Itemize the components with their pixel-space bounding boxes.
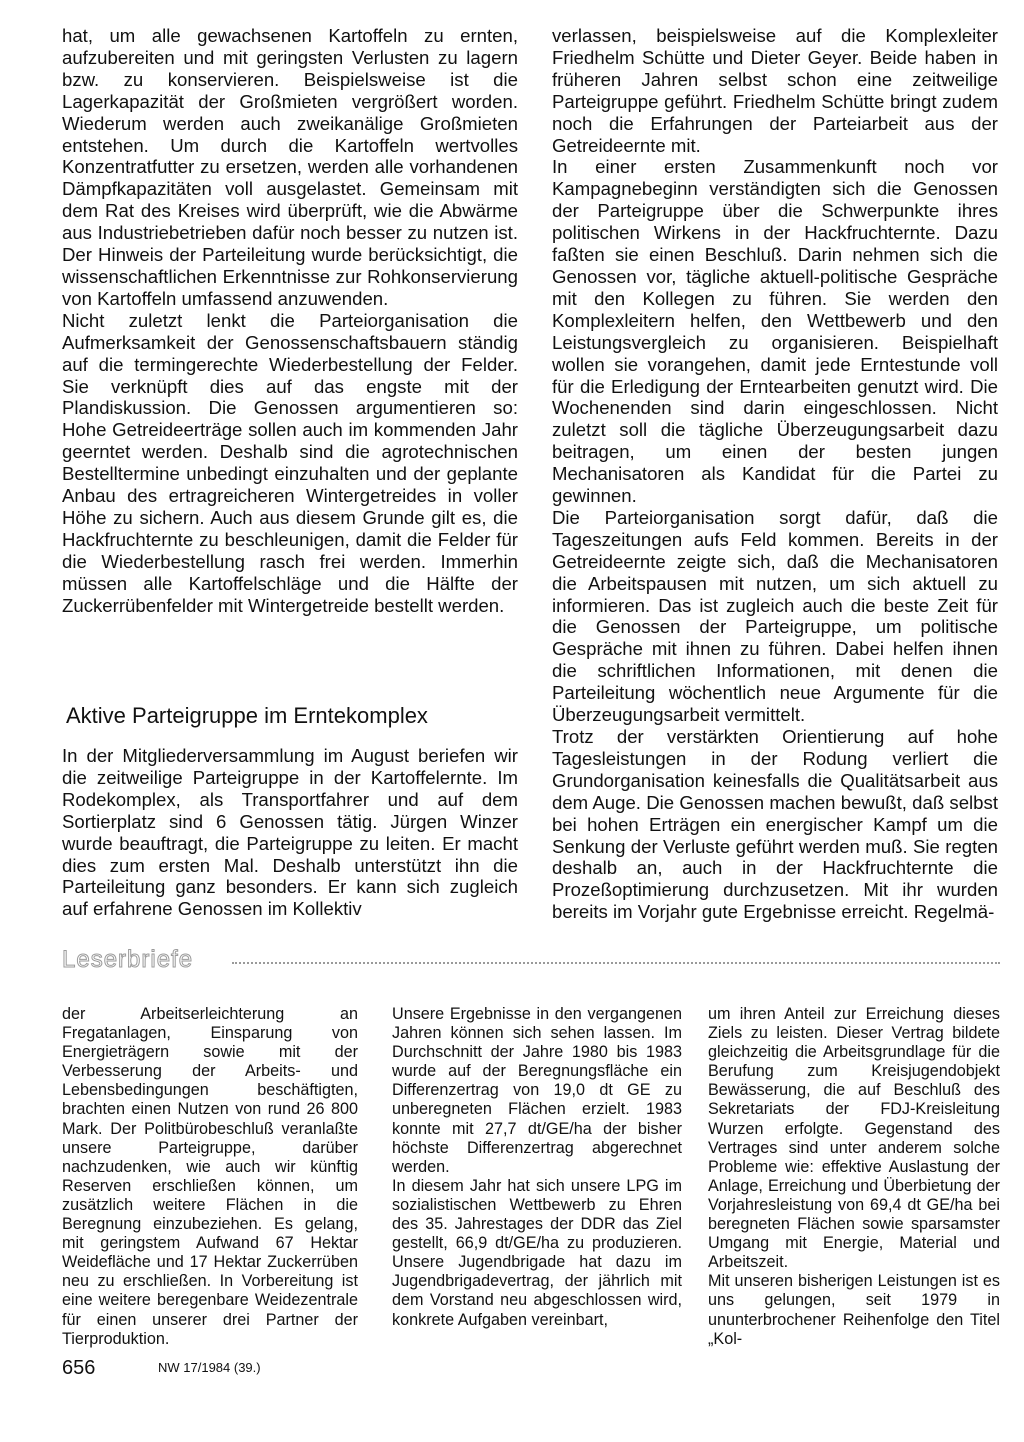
- paragraph: der Arbeitserleichterung an Fregatanlagen, Einsparung von Energieträgern sowie mit der Verbesserung der Arbeits- und Lebensbedingungen beschäftigten, brachten einen Nutzen von rund 26 800 Mark. Der Politbürobeschluß veranlaßte unsere Parteigruppe, darüber nachzudenken, wie auch wir künftig Reserven erschließen können, um zusätzlich weitere Flächen in die Beregnung einzubeziehen. Es gelang, mit geringstem Aufwand 67 Hektar Weidefläche und 17 Hektar Zuckerrüben neu zu erschließen. In Vorbereitung ist eine weitere beregenbare Weidezentrale für einen unserer drei Partner der Tierproduktion.: [62, 1005, 358, 1348]
- article-column-top-right: [552, 25, 998, 923]
- letter-column-1: [62, 1005, 358, 1349]
- section-divider: [232, 962, 1000, 964]
- letter-column-3: [708, 1005, 1000, 1349]
- paragraph: Die Parteiorganisation sorgt dafür, daß die Tageszeitungen aufs Feld kommen. Bereits in der Getreideernte zeigte sich, daß die Mechanisatoren die Arbeitspausen mit nutzen, um sich aktuell zu informieren. Das ist zugleich auch die beste Zeit für die Genossen der Parteigruppe, um politische Gespräche mit ihnen zu führen. Dabei helfen ihnen die schriftlichen Informationen, mit denen die Parteileitung wöchentlich neue Argumente für die Überzeugungsarbeit vermittelt.: [552, 506, 998, 726]
- paragraph: In der Mitgliederversammlung im August beriefen wir die zeitweilige Parteigruppe in der Kartoffelernte. Im Rodekomplex, als Transportfahrer und auf dem Sortierplatz sind 6 Genossen tätig. Jürgen Winzer wurde beauftragt, die Parteigruppe zu leiten. Er macht dies zum ersten Mal. Deshalb unterstützt ihn die Parteileitung ganz besonders. Er kann sich zugleich auf erfahrene Genossen im Kollektiv: [62, 745, 518, 920]
- section-heading: Aktive Parteigruppe im Erntekomplex: [66, 703, 428, 728]
- letter-column-2: [392, 1005, 682, 1330]
- article-column-after-heading: [62, 745, 518, 920]
- paragraph: Unsere Ergebnisse in den vergangenen Jahren können sich sehen lassen. Im Durchschnitt der Jahre 1980 bis 1983 wurde auf der Beregnungsfläche ein Differenzertrag von 19,0 dt GE zu unberegneten Flächen erzielt. 1983 konnte mit 27,7 dt/GE/ha der bisher höchste Differenzertrag abgerechnet werden.: [392, 1005, 682, 1176]
- paragraph: Mit unseren bisherigen Leistungen ist es uns gelungen, seit 1979 in ununterbrochener Reihenfolge den Titel „Kol-: [708, 1272, 1000, 1348]
- page-number: 656: [62, 1357, 96, 1379]
- paragraph: In diesem Jahr hat sich unsere LPG im sozialistischen Wettbewerb zu Ehren des 35. Jahrestages der DDR das Ziel gestellt, 66,9 dt/GE/ha zu produzieren. Unsere Jugendbrigade hat dazu im Jugendbrigadevertrag, der jährlich mit dem Vorstand neu abgeschlossen wird, konkrete Aufgaben vereinbart,: [392, 1176, 682, 1329]
- section-banner: [62, 946, 1000, 976]
- paragraph: um ihren Anteil zur Erreichung dieses Ziels zu leisten. Dieser Vertrag bildete gleichzeitig die Arbeitsgrundlage für die Berufung zum Kreisjugendobjekt Bewässerung, die auf Beschluß des Sekretariats der FDJ-Kreisleitung Wurzen erfolgte. Gegenstand des Vertrages sind unter anderem solche Probleme wie: effektive Auslastung der Anlage, Erreichung und Überbietung der Vorjahresleistung von 69,4 dt GE/ha bei beregneten Flächen sowie sparsamster Umgang mit Energie, Material und Arbeitszeit.: [708, 1005, 1000, 1272]
- paragraph: hat, um alle gewachsenen Kartoffeln zu ernten, aufzubereiten und mit geringsten Verlusten zu lagern bzw. zu konservieren. Beispielsweise ist die Lagerkapazität der Großmieten vergrößert worden. Wiederum werden auch zweikanälige Großmieten entstehen. Um durch die Kartoffeln wertvolles Konzentratfutter zu ersetzen, werden alle vorhandenen Dämpfkapazitäten voll ausgelastet. Gemeinsam mit dem Rat des Kreises wird überprüft, wie die Abwärme aus Industriebetrieben dafür noch besser zu nutzen ist. Der Hinweis der Parteileitung wurde berücksichtigt, die wissenschaftlichen Erkenntnisse zur Rohkonservierung von Kartoffeln umfassend anzuwenden.: [62, 25, 518, 309]
- paragraph: verlassen, beispielsweise auf die Komplexleiter Friedhelm Schütte und Dieter Geyer. Beide haben in früheren Jahren selbst schon eine zeitweilige Parteigruppe geführt. Friedhelm Schütte bringt zudem noch die Erfahrungen der Parteiarbeit aus der Getreideernte mit.: [552, 25, 998, 156]
- issue-reference: NW 17/1984 (39.): [158, 1360, 261, 1375]
- paragraph: Nicht zuletzt lenkt die Parteiorganisation die Aufmerksamkeit der Genossenschaftsbauern ständig auf die termingerechte Wiederbestellung der Felder. Sie verknüpft dies auf das engste mit der Plandiskussion. Die Genossen argumentieren so: Hohe Getreideerträge sollen auch im kommenden Jahr geerntet werden. Deshalb sind die agrotechnischen Bestelltermine unbedingt einzuhalten und der geplante Anbau des ertragreicheren Wintergetreides in voller Höhe zu sichern. Auch aus diesem Grunde gilt es, die Hackfruchternte zu beschleunigen, damit die Felder für die Wiederbestellung rasch frei werden. Immerhin müssen alle Kartoffelschläge und die Hälfte der Zuckerrübenfelder mit Wintergetreide bestellt werden.: [62, 309, 518, 616]
- paragraph: In einer ersten Zusammenkunft noch vor Kampagnebeginn verständigten sich die Genossen der Parteigruppe über die Schwerpunkte ihres politischen Wirkens in der Hackfruchternte. Dazu faßten sie einen Beschluß. Darin nehmen sich die Genossen vor, tägliche aktuell-politische Gespräche mit den Kollegen zu führen. Sie werden den Komplexleitern helfen, den Wettbewerb und den Leistungsvergleich zu organisieren. Beispielhaft wollen sie vorangehen, damit jede Erntestunde voll für die Erledigung der Erntearbeiten genutzt wird. Die Wochenenden sind darin eingeschlossen. Nicht zuletzt soll die tägliche Überzeugungsarbeit dazu beitragen, um einen der besten jungen Mechanisatoren als Kandidat für die Partei zu gewinnen.: [552, 156, 998, 507]
- section-label: Leserbriefe: [62, 946, 194, 973]
- article-column-top-left: [62, 25, 518, 616]
- paragraph: Trotz der verstärkten Orientierung auf hohe Tagesleistungen in der Rodung verliert die Grundorganisation keinesfalls die Qualitätsarbeit aus dem Auge. Die Genossen machen bewußt, daß selbst bei hohen Erträgen ein energischer Kampf um die Senkung der Verluste geführt werden muß. Sie regten deshalb an, auch in der Hackfruchternte die Prozeßoptimierung durchzusetzen. Mit ihr wurden bereits im Vorjahr gute Ergebnisse erreicht. Regelmä-: [552, 726, 998, 923]
